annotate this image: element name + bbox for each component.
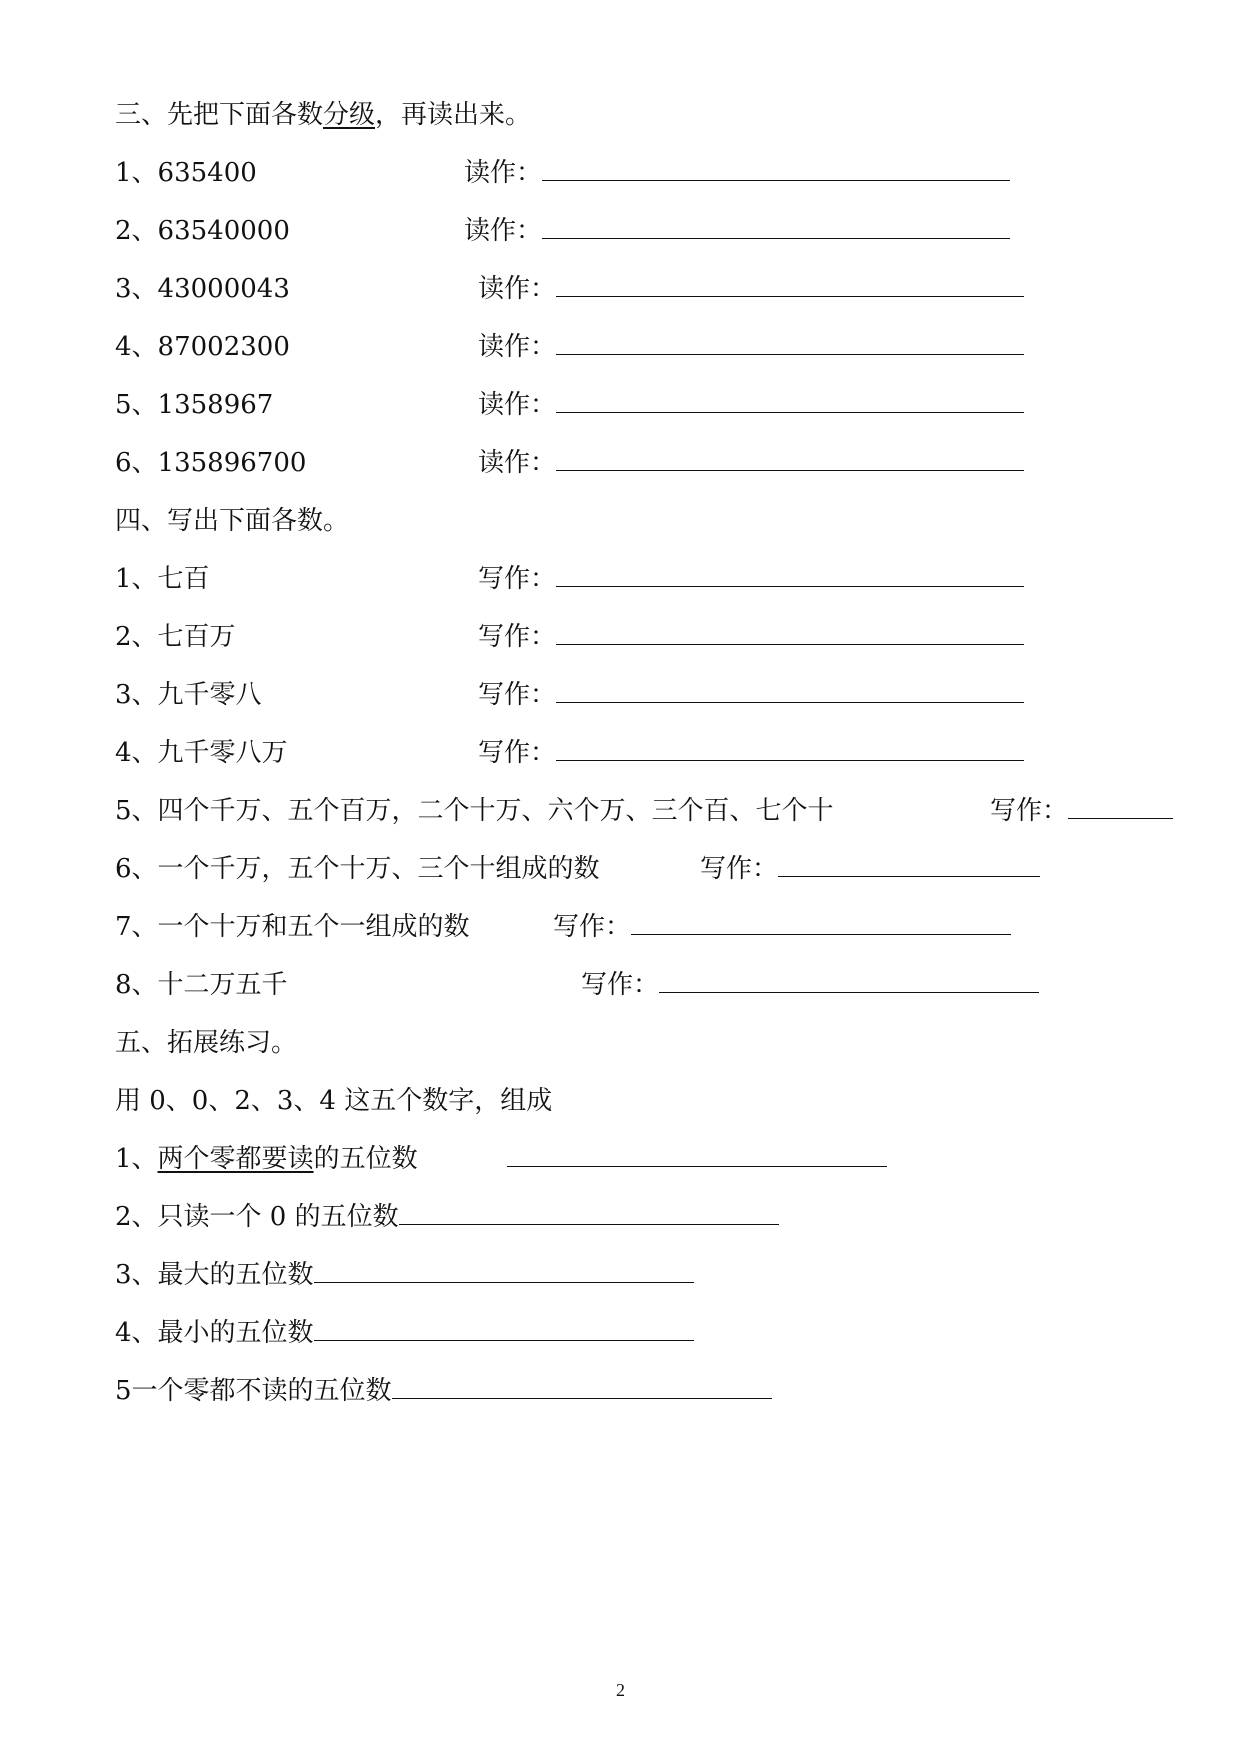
- section3-title-prefix: 三、先把下面各数: [115, 100, 324, 130]
- item-number: 1、: [115, 1144, 158, 1174]
- read-field: [478, 269, 1024, 309]
- read-field: [464, 153, 1010, 193]
- item-number: 5: [115, 1376, 132, 1406]
- write-field: [478, 559, 1024, 599]
- item-text: 最大的五位数: [157, 1260, 314, 1290]
- read-field: [478, 385, 1024, 425]
- item-number: 2、: [115, 622, 158, 652]
- answer-blank[interactable]: [556, 328, 1024, 355]
- section5-item-5: [115, 1371, 772, 1411]
- section3-item-4: [115, 327, 557, 367]
- section3-item-1: [115, 153, 543, 193]
- section4-item-4: [115, 733, 557, 773]
- answer-blank[interactable]: [399, 1198, 779, 1225]
- item-value: 1358967: [157, 390, 274, 420]
- page-number: 2: [616, 1680, 625, 1700]
- section5-item-1: [115, 1139, 418, 1179]
- item-text: 九千零八: [157, 680, 262, 710]
- answer-field: [507, 1139, 887, 1179]
- answer-blank[interactable]: [542, 154, 1010, 181]
- answer-blank[interactable]: [556, 676, 1024, 703]
- item-text: 九千零八万: [157, 738, 288, 768]
- item-number: 4、: [115, 1318, 158, 1348]
- item-text: 一个零都不读的五位数: [131, 1376, 392, 1406]
- item-text: 十二万五千: [157, 970, 288, 1000]
- answer-blank[interactable]: [778, 850, 1040, 877]
- write-label: 写作：: [581, 970, 660, 1000]
- item-number: 2、: [115, 1202, 158, 1232]
- item-value: 87002300: [157, 332, 290, 362]
- answer-blank[interactable]: [659, 966, 1039, 993]
- section4-item-2: [115, 617, 557, 657]
- section4-item-3: [115, 675, 557, 715]
- item-number: 7、: [115, 912, 158, 942]
- section5-title: [115, 1023, 297, 1063]
- section3-item-6: [115, 443, 557, 483]
- answer-blank[interactable]: [556, 386, 1024, 413]
- answer-blank[interactable]: [542, 212, 1010, 239]
- item-value: 43000043: [157, 274, 290, 304]
- section3-title: [115, 95, 531, 135]
- answer-blank[interactable]: [556, 734, 1024, 761]
- section5-intro-text: 用 0、0、2、3、4 这五个数字，组成: [115, 1086, 553, 1116]
- read-label: 读作：: [478, 332, 557, 362]
- section5-item-3: [115, 1255, 694, 1295]
- answer-blank[interactable]: [556, 560, 1024, 587]
- write-label: 写作：: [478, 564, 557, 594]
- write-field: [553, 907, 1011, 947]
- write-field: [478, 617, 1024, 657]
- section4-item-1: [115, 559, 557, 599]
- section4-item-5: [115, 791, 1069, 831]
- write-field: [478, 733, 1024, 773]
- write-field: [581, 965, 1039, 1005]
- answer-blank[interactable]: [556, 444, 1024, 471]
- answer-blank[interactable]: [1068, 792, 1173, 819]
- item-text: 七百万: [157, 622, 236, 652]
- read-field: [478, 443, 1024, 483]
- write-label: 写作：: [553, 912, 632, 942]
- item-underlined-text: 两个零都要读: [157, 1144, 314, 1174]
- item-value: 635400: [157, 158, 257, 188]
- section4-title-text: 四、写出下面各数。: [115, 506, 350, 536]
- item-text: 只读一个 0 的五位数: [157, 1202, 399, 1232]
- answer-blank[interactable]: [556, 270, 1024, 297]
- section5-item-4: [115, 1313, 694, 1353]
- section5-item-2: [115, 1197, 779, 1237]
- section3-item-5: [115, 385, 557, 425]
- write-field: [990, 791, 1173, 831]
- write-label: 写作：: [478, 680, 557, 710]
- section4-title: [115, 501, 349, 541]
- answer-blank[interactable]: [314, 1256, 694, 1283]
- item-number: 4、: [115, 332, 158, 362]
- answer-blank[interactable]: [556, 618, 1024, 645]
- item-number: 1、: [115, 564, 158, 594]
- answer-blank[interactable]: [507, 1140, 887, 1167]
- section5-intro: [115, 1081, 552, 1121]
- item-value: 135896700: [157, 448, 307, 478]
- answer-blank[interactable]: [392, 1372, 772, 1399]
- write-field: [478, 675, 1024, 715]
- section3-item-3: [115, 269, 557, 309]
- read-label: 读作：: [478, 274, 557, 304]
- item-number: 5、: [115, 796, 158, 826]
- item-text: 七百: [157, 564, 210, 594]
- item-number: 3、: [115, 274, 158, 304]
- answer-blank[interactable]: [314, 1314, 694, 1341]
- item-text: 四个千万、五个百万，二个十万、六个万、三个百、七个十: [157, 796, 834, 826]
- section5-title-text: 五、拓展练习。: [115, 1028, 298, 1058]
- answer-blank[interactable]: [631, 908, 1011, 935]
- section3-title-underlined: 分级: [323, 100, 376, 130]
- item-number: 6、: [115, 854, 158, 884]
- section3-item-2: [115, 211, 543, 251]
- item-number: 3、: [115, 680, 158, 710]
- section3-title-suffix: ，再读出来。: [375, 100, 532, 130]
- read-label: 读作：: [478, 390, 557, 420]
- read-label: 读作：: [464, 216, 543, 246]
- write-label: 写作：: [990, 796, 1069, 826]
- read-label: 读作：: [464, 158, 543, 188]
- item-text: 的五位数: [313, 1144, 418, 1174]
- item-number: 1、: [115, 158, 158, 188]
- item-number: 2、: [115, 216, 158, 246]
- read-field: [464, 211, 1010, 251]
- item-number: 4、: [115, 738, 158, 768]
- item-number: 8、: [115, 970, 158, 1000]
- item-value: 63540000: [157, 216, 290, 246]
- item-number: 5、: [115, 390, 158, 420]
- item-number: 6、: [115, 448, 158, 478]
- section4-item-7: [115, 907, 632, 947]
- section4-item-6: [115, 849, 779, 889]
- item-text: 一个千万，五个十万、三个十组成的数: [157, 854, 600, 884]
- item-text: 一个十万和五个一组成的数: [157, 912, 470, 942]
- write-field: [700, 849, 1040, 889]
- section4-item-8: [115, 965, 660, 1005]
- item-text: 最小的五位数: [157, 1318, 314, 1348]
- write-label: 写作：: [478, 622, 557, 652]
- write-label: 写作：: [700, 854, 779, 884]
- write-label: 写作：: [478, 738, 557, 768]
- read-label: 读作：: [478, 448, 557, 478]
- item-number: 3、: [115, 1260, 158, 1290]
- read-field: [478, 327, 1024, 367]
